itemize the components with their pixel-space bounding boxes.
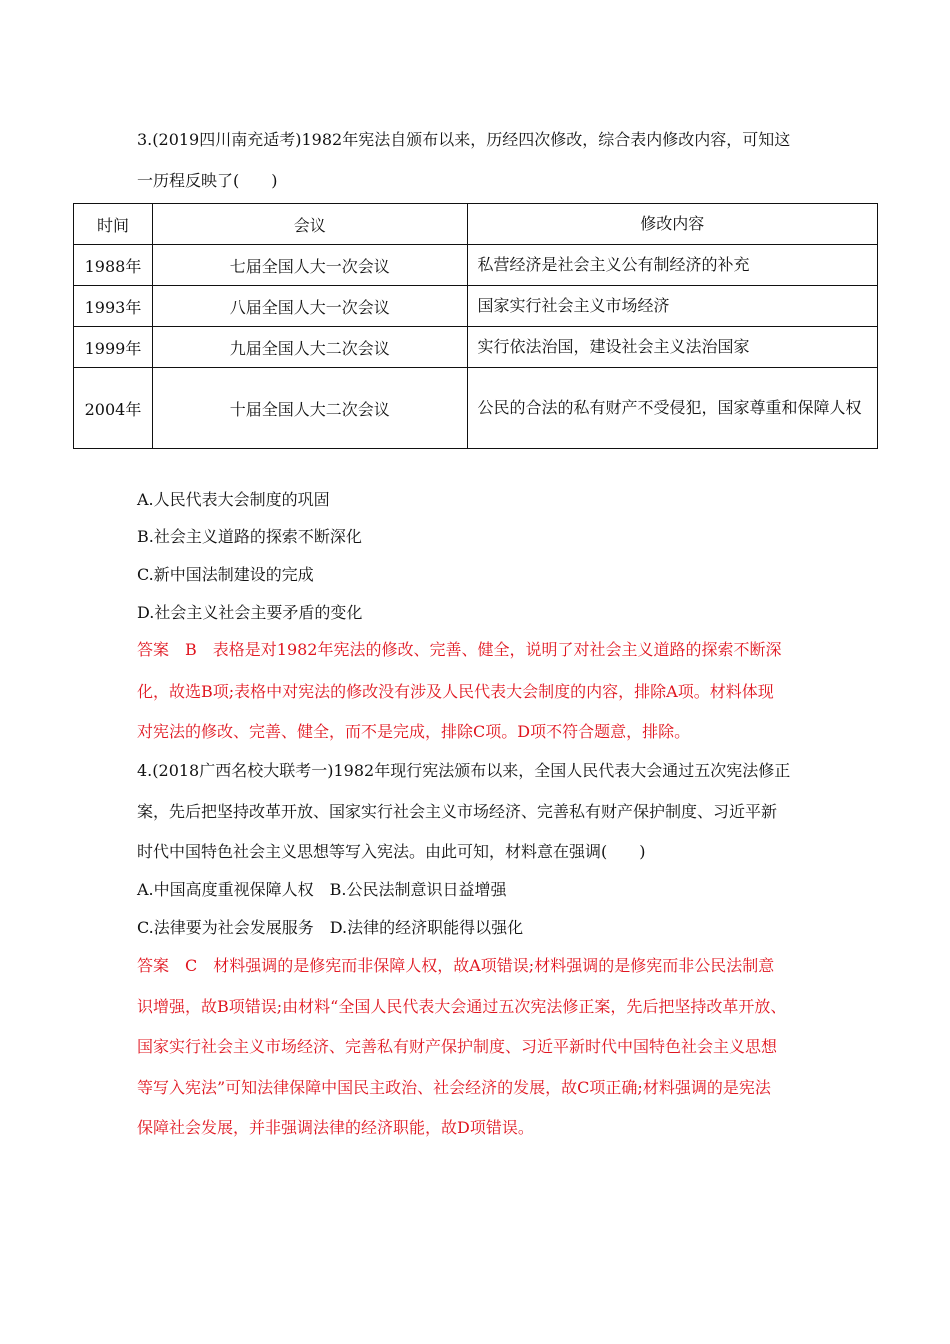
- q3-option-c: C.新中国法制建设的完成: [137, 565, 314, 584]
- q4-answer-line-3: 国家实行社会主义市场经济、完善私有财产保护制度、习近平新时代中国特色社会主义思想: [137, 1037, 778, 1056]
- q3-stem-line-1: 3.(2019四川南充适考)1982年宪法自颁布以来，历经四次修改，综合表内修改内容，可知这: [137, 130, 791, 149]
- q4-answer-line-5: 保障社会发展，并非强调法律的经济职能，故D项错误。: [137, 1118, 534, 1137]
- table-row: [74, 368, 878, 449]
- header-time: 时间: [74, 204, 153, 245]
- cell-content: 私营经济是社会主义公有制经济的补充: [467, 245, 877, 286]
- cell-meeting: 九届全国人大二次会议: [152, 327, 467, 368]
- cell-time: 1999年: [74, 327, 153, 368]
- q3-answer-line-2: 化，故选B项;表格中对宪法的修改没有涉及人民代表大会制度的内容，排除A项。材料体现: [137, 682, 774, 701]
- q4-answer-line-4: 等写入宪法”可知法律保障中国民主政治、社会经济的发展，故C项正确;材料强调的是宪法: [137, 1078, 771, 1097]
- q3-answer-line-3: 对宪法的修改、完善、健全，而不是完成，排除C项。D项不符合题意，排除。: [137, 722, 691, 741]
- cell-meeting: 八届全国人大一次会议: [152, 286, 467, 327]
- header-content: 修改内容: [467, 204, 877, 245]
- cell-meeting: 十届全国人大二次会议: [152, 368, 467, 449]
- amendment-table: [73, 203, 878, 449]
- q3-option-d: D.社会主义社会主要矛盾的变化: [137, 603, 363, 622]
- cell-time: 1993年: [74, 286, 153, 327]
- table-row: [74, 286, 878, 327]
- q3-option-a: A.人民代表大会制度的巩固: [137, 490, 330, 509]
- q4-answer-line-2: 识增强，故B项错误;由材料“全国人民代表大会通过五次宪法修正案，先后把坚持改革开放、: [137, 997, 787, 1016]
- table-row: [74, 245, 878, 286]
- q4-stem-line-1: 4.(2018广西名校大联考一)1982年现行宪法颁布以来，全国人民代表大会通过五次宪法修正: [137, 761, 791, 780]
- q3-answer-line-1: 答案 B 表格是对1982年宪法的修改、完善、健全，说明了对社会主义道路的探索不断深: [137, 640, 782, 659]
- q3-option-b: B.社会主义道路的探索不断深化: [137, 527, 362, 546]
- cell-time: 2004年: [74, 368, 153, 449]
- q4-stem-line-2: 案，先后把坚持改革开放、国家实行社会主义市场经济、完善私有财产保护制度、习近平新: [137, 802, 778, 821]
- header-meeting: 会议: [152, 204, 467, 245]
- q4-options-line-2: C.法律要为社会发展服务 D.法律的经济职能得以强化: [137, 918, 524, 937]
- q4-stem-line-3: 时代中国特色社会主义思想等写入宪法。由此可知，材料意在强调( ): [137, 842, 646, 861]
- table-row: [74, 327, 878, 368]
- cell-content: 公民的合法的私有财产不受侵犯，国家尊重和保障人权: [467, 368, 877, 449]
- cell-time: 1988年: [74, 245, 153, 286]
- cell-meeting: 七届全国人大一次会议: [152, 245, 467, 286]
- q4-answer-line-1: 答案 C 材料强调的是修宪而非保障人权，故A项错误;材料强调的是修宪而非公民法制意: [137, 956, 775, 975]
- cell-content: 国家实行社会主义市场经济: [467, 286, 877, 327]
- table-header-row: [74, 204, 878, 245]
- q3-stem-line-2: 一历程反映了( ): [137, 171, 278, 190]
- cell-content: 实行依法治国，建设社会主义法治国家: [467, 327, 877, 368]
- q4-options-line-1: A.中国高度重视保障人权 B.公民法制意识日益增强: [137, 880, 507, 899]
